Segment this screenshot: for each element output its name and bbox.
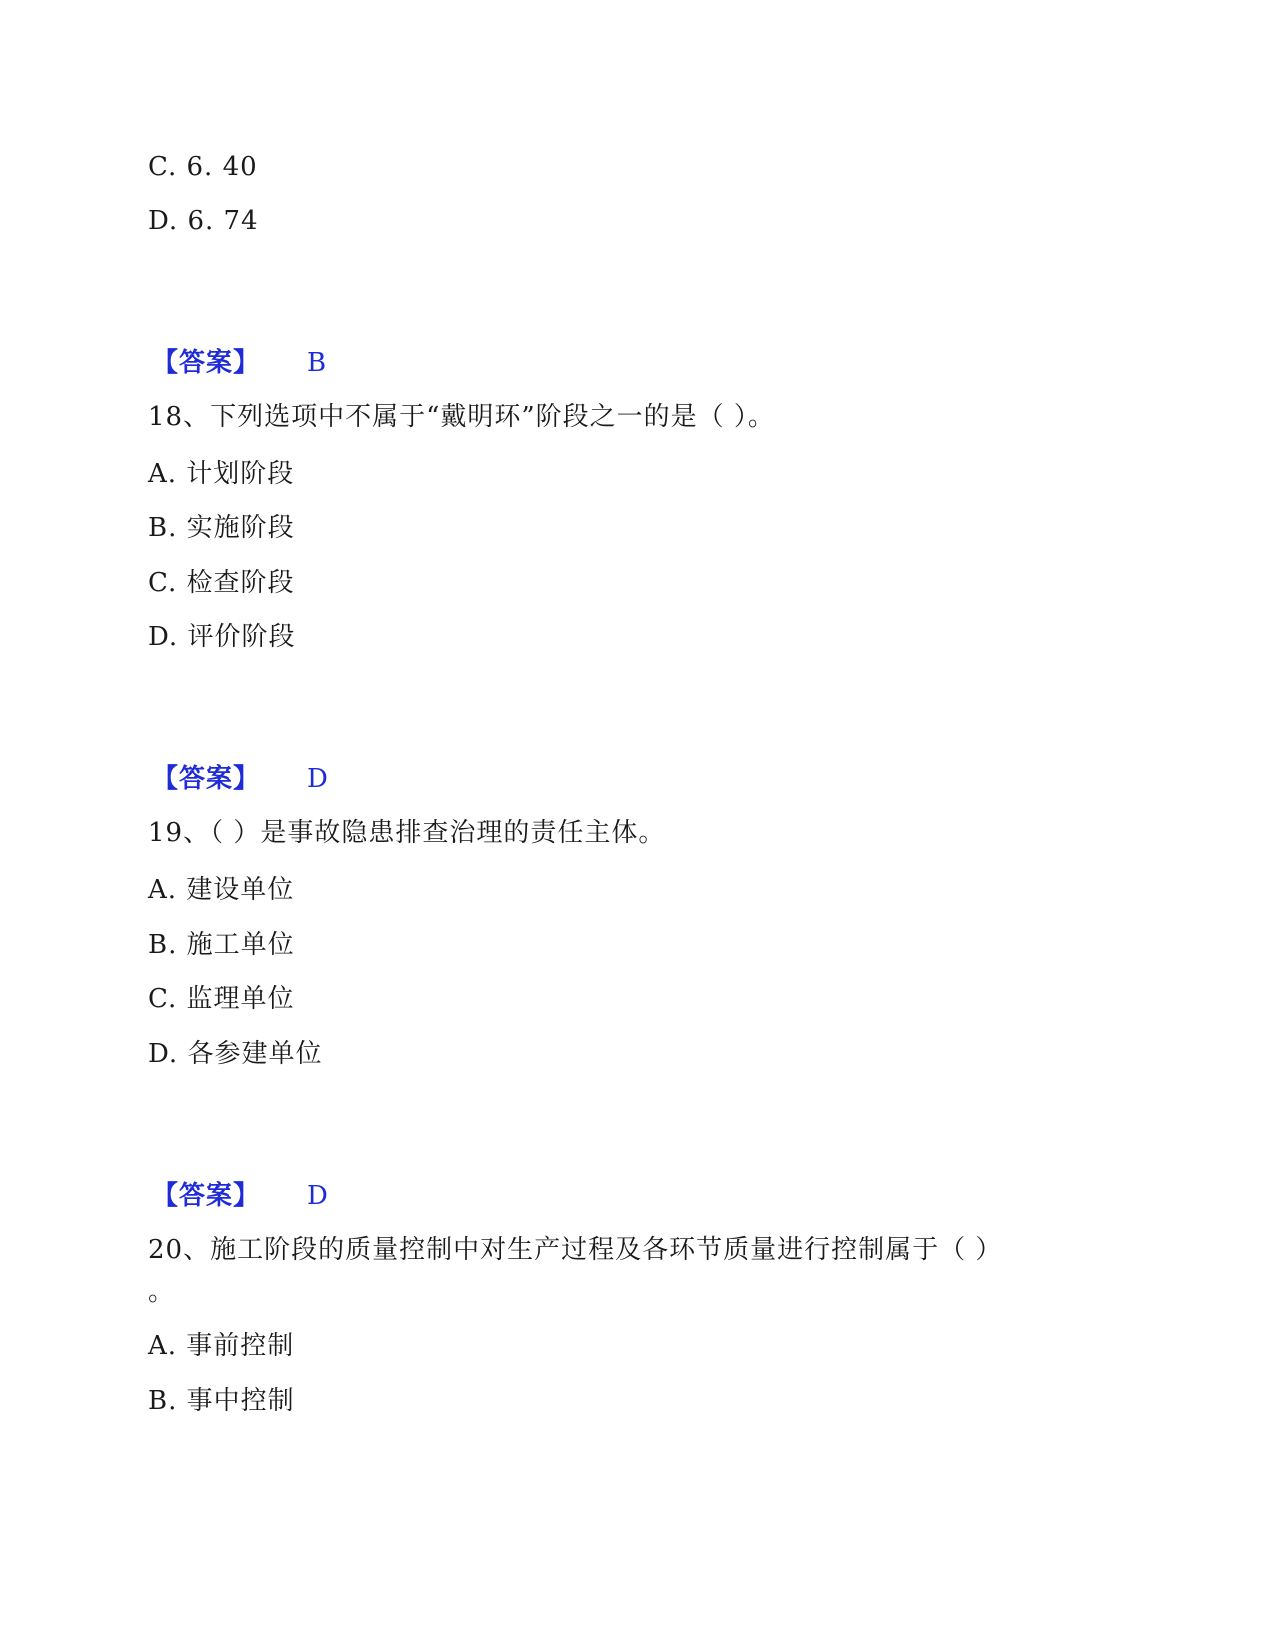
q18-option-a: A. 计划阶段 xyxy=(148,459,295,489)
q19-option-c: C. 监理单位 xyxy=(148,984,295,1014)
q18-question: 18、下列选项中不属于“戴明环”阶段之一的是（ ）。 xyxy=(148,402,775,432)
q18-option-c: C. 检查阶段 xyxy=(148,568,295,598)
q17-answer xyxy=(152,346,327,380)
q19-option-b: B. 施工单位 xyxy=(148,930,295,960)
q17-option-c: C. 6. 40 xyxy=(148,152,258,182)
q18-answer xyxy=(152,762,328,796)
answer-label: 【答案】 xyxy=(152,764,261,794)
q20-question-line2: 。 xyxy=(148,1277,176,1307)
q20-question-line1: 20、施工阶段的质量控制中对生产过程及各环节质量进行控制属于（ ） xyxy=(148,1235,1003,1265)
q18-option-d: D. 评价阶段 xyxy=(148,622,296,652)
answer-label: 【答案】 xyxy=(152,1181,261,1211)
q19-answer xyxy=(152,1179,328,1213)
q20-option-a: A. 事前控制 xyxy=(148,1331,295,1361)
q18-option-b: B. 实施阶段 xyxy=(148,513,295,543)
q19-option-a: A. 建设单位 xyxy=(148,875,295,905)
q19-option-d: D. 各参建单位 xyxy=(148,1039,323,1069)
q17-option-d: D. 6. 74 xyxy=(148,206,259,236)
answer-value: D xyxy=(307,1181,328,1211)
q20-option-b: B. 事中控制 xyxy=(148,1386,295,1416)
q19-question: 19、（ ）是事故隐患排查治理的责任主体。 xyxy=(148,818,666,848)
answer-label: 【答案】 xyxy=(152,348,261,378)
answer-value: D xyxy=(307,764,328,794)
answer-value: B xyxy=(307,348,327,378)
